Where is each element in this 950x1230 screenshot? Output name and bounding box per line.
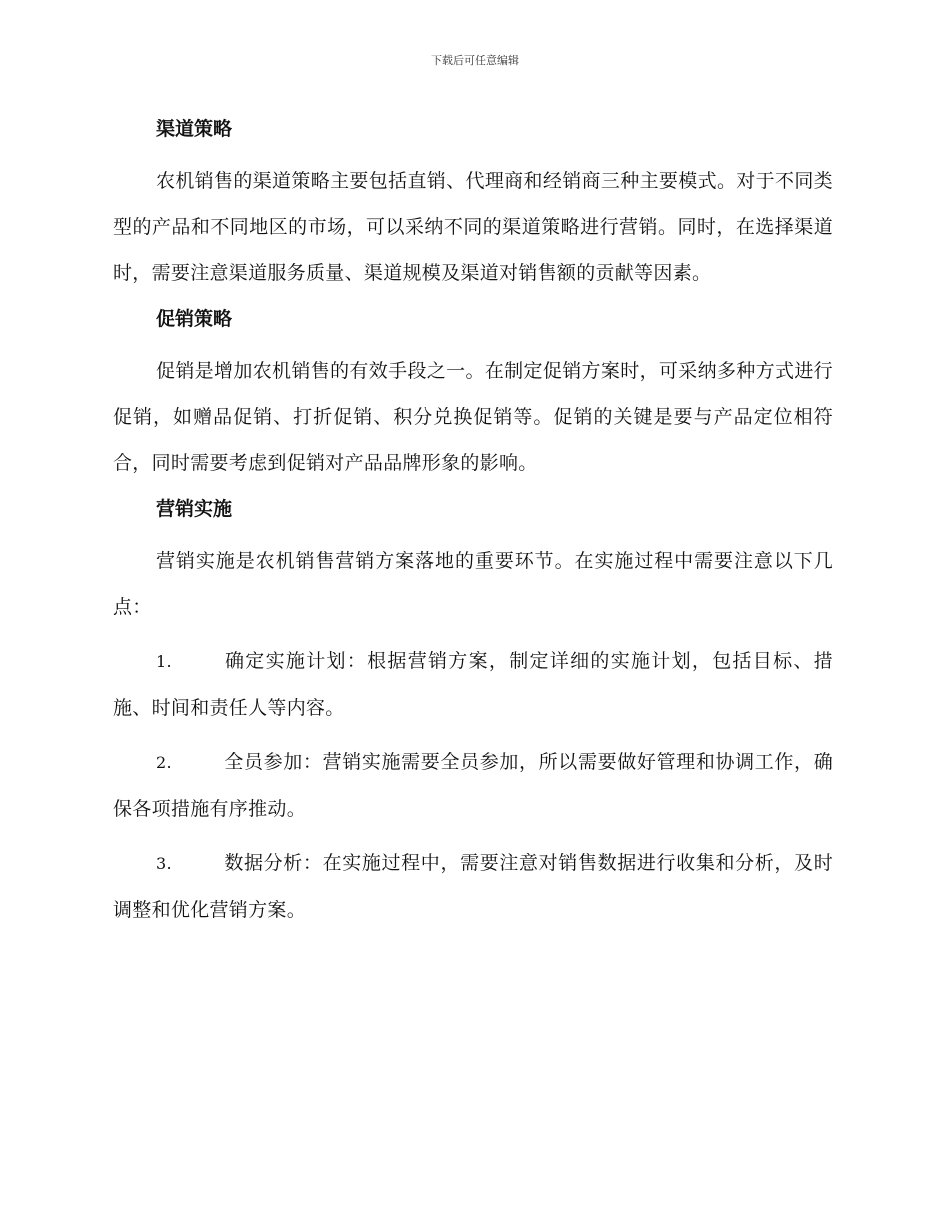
list-item	[113, 840, 833, 933]
paragraph-channel-strategy: 农机销售的渠道策略主要包括直销、代理商和经销商三种主要模式。对于不同类型的产品和不同地区的市场，可以采纳不同的渠道策略进行营销。同时，在选择渠道时，需要注意渠道服务质量、渠道规模及渠道对销售额的贡献等因素。	[113, 170, 833, 284]
list-item-number: 2.	[156, 753, 172, 772]
paragraph-marketing-implementation: 营销实施是农机销售营销方案落地的重要环节。在实施过程中需要注意以下几点：	[113, 550, 833, 618]
list-item	[113, 638, 833, 731]
list-item	[113, 739, 833, 832]
section-title-channel-strategy: 渠道策略	[156, 118, 233, 140]
list-item-number: 1.	[156, 652, 172, 671]
list-item-text: 全员参加：营销实施需要全员参加，所以需要做好管理和协调工作，确保各项措施有序推动。	[113, 751, 833, 820]
list-item-number: 3.	[156, 854, 172, 873]
section-title-marketing-implementation: 营销实施	[156, 498, 233, 520]
document-content	[113, 110, 833, 933]
section-title-promotion-strategy: 促销策略	[156, 308, 233, 330]
list-item-text: 确定实施计划：根据营销方案，制定详细的实施计划，包括目标、措施、时间和责任人等内容。	[113, 650, 833, 719]
page-header-note: 下载后可任意编辑	[431, 54, 519, 67]
paragraph-promotion-strategy: 促销是增加农机销售的有效手段之一。在制定促销方案时，可采纳多种方式进行促销，如赠品促销、打折促销、积分兑换促销等。促销的关键是要与产品定位相符合，同时需要考虑到促销对产品品牌形象的影响。	[113, 360, 833, 474]
list-item-text: 数据分析：在实施过程中，需要注意对销售数据进行收集和分析，及时调整和优化营销方案。	[113, 852, 833, 921]
